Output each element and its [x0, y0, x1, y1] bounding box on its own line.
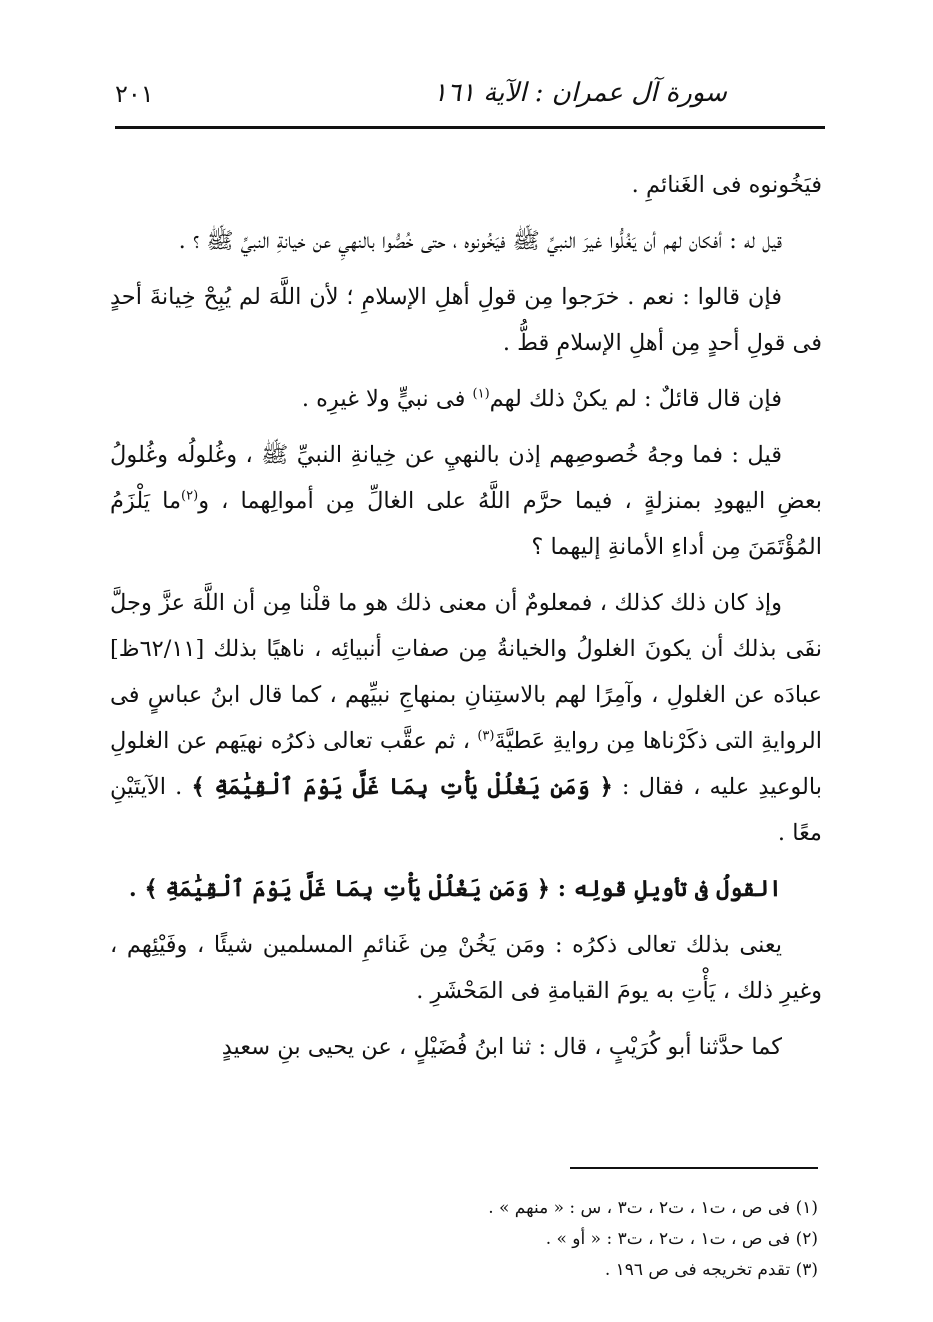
footnote-3: (٣) تقدم تخريجه فى ص ١٩٦ .: [604, 1260, 818, 1280]
footnote-ref-2: (٢): [181, 488, 199, 504]
paragraph-3: فإن قالوا : نعم . خرَجوا مِن قولِ أهلِ الإسلامِ ؛ لأن اللَّهَ لم يُبِحْ خِيانةَ أحدٍ فى قولِ أحدٍ مِن أهلِ الإسلامِ قطُّ .: [110, 284, 822, 356]
paragraph-4-text-a: فإن قال قائلٌ : لم يكنْ ذلك لهم: [489, 386, 782, 412]
paragraph-6-text-c: . الآيتَيْنِ معًا .: [110, 774, 822, 846]
paragraph-7: يعنى بذلك تعالى ذكرُه : ومَن يَخُنْ مِن غَنائمِ المسلمين شيئًا ، وفَيْئِهم ، وغيرِ ذلك ، يَأْتِ به يومَ القيامةِ فى المَحْشَرِ .: [110, 932, 822, 1004]
paragraph-1: فيَخُونوه فى الغَنائمِ .: [631, 172, 822, 198]
paragraph-5: [110, 432, 822, 570]
footnote-ref-1: (١): [472, 386, 490, 402]
quran-verse-quote: ﴿ وَمَن يَغْلُلْ يَأْتِ بِمَا غَلَّ يَوْمَ ٱلْقِيَٰمَةِ ﴾: [191, 774, 613, 800]
page-number: ٢٠١: [115, 80, 154, 108]
header-divider: [115, 126, 825, 129]
paragraph-6: [110, 580, 822, 856]
running-header: [115, 78, 825, 126]
footnote-ref-3: (٣): [477, 728, 495, 744]
footnotes: [360, 1193, 818, 1286]
section-heading-verse: ﴿ وَمَن يَغْلُلْ يَأْتِ بِمَا غَلَّ يَوْمَ ٱلْقِيَٰمَةِ ﴾: [144, 876, 550, 902]
paragraph-6-text-b: ، ثم عقَّب تعالى ذكرُه نهيَهم عن الغلولِ بالوعيدِ عليه ، فقال :: [110, 728, 823, 800]
paragraph-6-text-a: وإذ كان ذلك كذلك ، فمعلومٌ أن معنى ذلك هو ما قلْنا مِن أن اللَّهَ عزَّ وجلَّ نفَى بذلك أن يكونَ الغلولُ والخيانةُ مِن صفاتِ أنبيائِه ، ناهيًا بذلك [٦٢/١١ظ] عبادَه عن الغلولِ ، وآمِرًا لهم بالاستِنانِ بمنهاجِ نبيِّهم ، كما قال ابنُ عباسٍ فى الروايةِ التى ذكَرْناها مِن روايةِ عَطيَّةَ: [110, 590, 822, 754]
section-heading: [110, 866, 822, 912]
footnote-divider: [570, 1167, 818, 1169]
paragraph-2: قيل له : أفكان لهم أن يَغُلُّوا غيرَ النبيِّ ﷺ فيَخُونوه ، حتى خُصُّوا بالنهيِ عن خيانةِ النبيِّ ﷺ ؟ .: [178, 228, 782, 254]
section-heading-end: .: [128, 876, 145, 902]
paragraph-5-text-a: قيل : فما وجهُ خُصوصِهم إذن بالنهيِ عن خِيانةِ النبيِّ ﷺ ، وغُلولُه وغُلولُ بعضِ اليهودِ بمنزلةٍ ، فيما حرَّم اللَّهُ على الغالِّ مِن أموالِهما ، و: [110, 442, 822, 514]
section-heading-label: القولُ فى تأويلِ قولِه :: [549, 876, 782, 902]
paragraph-4: [110, 376, 822, 422]
main-text: [110, 162, 822, 1080]
paragraph-4-text-b: فى نبيٍّ ولا غيرِه .: [301, 386, 473, 412]
footnote-1: (١) فى ص ، ت١ ، ت٢ ، ت٣ ، س : « منهم » .: [488, 1198, 818, 1218]
surah-verse-title: سورة آل عمران : الآية ١٦١: [433, 78, 727, 108]
paragraph-8: كما حدَّثنا أبو كُرَيْبٍ ، قال : ثنا ابنُ فُضَيْلٍ ، عن يحيى بنِ سعيدٍ: [221, 1034, 782, 1060]
paragraph-5-text-b: ما يَلْزَمُ المُؤْتَمَنَ مِن أداءِ الأمانةِ إليهما ؟: [110, 488, 822, 560]
footnote-2: (٢) فى ص ، ت١ ، ت٢ ، ت٣ : « أو » .: [545, 1229, 818, 1249]
